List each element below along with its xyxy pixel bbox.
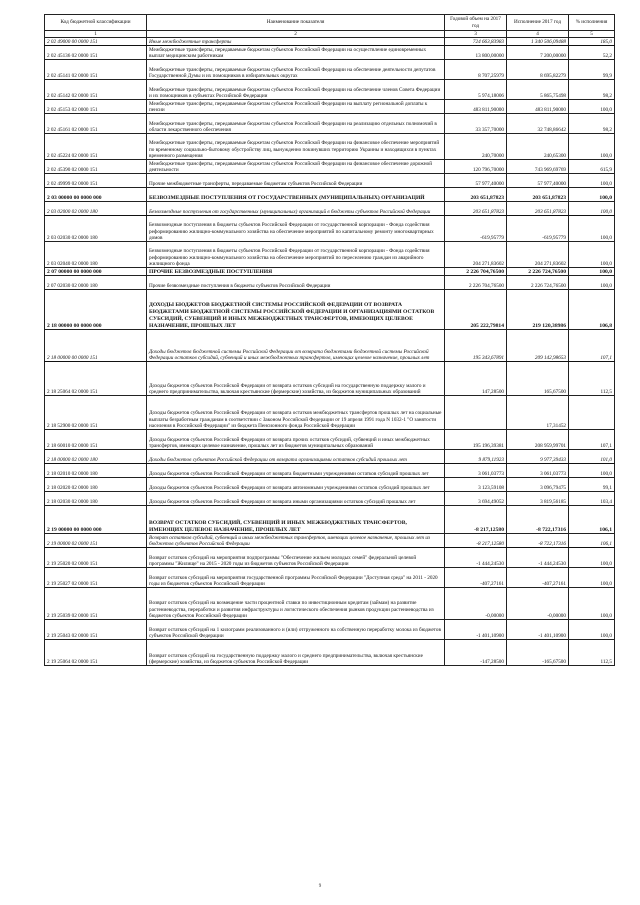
- table-row: [45, 640, 615, 666]
- row-name: Возврат остатков субсидий на государственную поддержку малого и среднего предпринимательства, включая крестьянские (фермерские) хозяйства, из бюджетов субъектов Российской Федерации: [147, 640, 445, 666]
- row-percent: 52,2: [569, 46, 615, 60]
- row-plan-value: 8 707,25979: [445, 60, 507, 80]
- row-fact-value: 57 977,40000: [507, 174, 569, 188]
- table-row: [45, 160, 615, 174]
- row-plan-value: 57 977,40000: [445, 174, 507, 188]
- row-name: Возврат остатков субсидий на 1 килограмм реализованного и (или) отгруженного на собственную переработку молока из бюджетов субъектов Российской Федерации: [147, 620, 445, 640]
- row-percent: 103,4: [569, 492, 615, 506]
- row-plan-value: -407,27161: [445, 568, 507, 588]
- row-fact-value: 204 271,83602: [507, 242, 569, 268]
- row-percent: 100,0: [569, 202, 615, 216]
- table-row: [45, 478, 615, 492]
- row-name: Доходы бюджетов субъектов Российской Федерации от возврата остатков межбюджетных трансфертов прошлых лет на социальные выплаты безработным гражданам в соответствии с Законом Российской Федерации от 19 апреля 1991 года N 1032-1 "О занятости населения в Российской Федерации" из бюджета Пенсионного фонда Российской Федерации: [147, 396, 445, 430]
- row-percent: 100,0: [569, 242, 615, 268]
- row-code: 2 19 25039 02 0000 151: [45, 588, 147, 620]
- row-percent: [569, 396, 615, 430]
- row-fact-value: -0,00000: [507, 588, 569, 620]
- table-row: [45, 548, 615, 568]
- table-row: [45, 100, 615, 114]
- table-row: [45, 620, 615, 640]
- row-percent: 106,1: [569, 506, 615, 534]
- table-row: [45, 290, 615, 330]
- row-fact-value: -165,67500: [507, 640, 569, 666]
- row-name: Доходы бюджетов субъектов Российской Федерации от возврата организациями остатков субсидий прошлых лет: [147, 450, 445, 464]
- table-row: [45, 588, 615, 620]
- row-percent: 100,0: [569, 174, 615, 188]
- row-percent: 99,9: [569, 60, 615, 80]
- row-fact-value: -8 722,17316: [507, 534, 569, 548]
- row-fact-value: 3 096,79475: [507, 478, 569, 492]
- row-name: Прочие межбюджетные трансферты, передаваемые бюджетам субъектов Российской Федерации: [147, 174, 445, 188]
- header-plan: Годовой объем на 2017 год: [445, 15, 507, 31]
- row-plan-value: 203 651,87823: [445, 188, 507, 202]
- row-fact-value: 17,31452: [507, 396, 569, 430]
- row-fact-value: 3 061,03773: [507, 464, 569, 478]
- row-code: 2 02 45141 02 0000 151: [45, 60, 147, 80]
- row-plan-value: -0,00000: [445, 588, 507, 620]
- row-name: Безвозмездные поступления в бюджеты субъектов Российской Федерации от государственной корпорации - Фонда содействия реформированию жилищно-коммунального хозяйства на обеспечение мероприятий по переселению граждан из аварийного жилищного фонда: [147, 242, 445, 268]
- row-plan-value: 9 879,11923: [445, 450, 507, 464]
- row-code: 2 02 45161 02 0000 151: [45, 114, 147, 134]
- row-name: Межбюджетные трансферты, передаваемые бюджетам субъектов Российской Федерации на выплату региональной доплаты к пенсии: [147, 100, 445, 114]
- row-code: 2 02 45224 02 0000 151: [45, 134, 147, 160]
- row-fact-value: 32 748,86642: [507, 114, 569, 134]
- row-fact-value: 240,65300: [507, 134, 569, 160]
- row-code: 2 02 45142 02 0000 151: [45, 80, 147, 100]
- column-number: 2: [147, 31, 445, 38]
- header-name: Наименование показателя: [147, 15, 445, 31]
- row-name: ВОЗВРАТ ОСТАТКОВ СУБСИДИЙ, СУБВЕНЦИЙ И ИНЫХ МЕЖБЮДЖЕТНЫХ ТРАНСФЕРТОВ, ИМЕЮЩИХ ЦЕЛЕВОЕ НАЗНАЧЕНИЕ, ПРОШЛЫХ ЛЕТ: [147, 506, 445, 534]
- row-plan-value: 205 222,79814: [445, 290, 507, 330]
- row-plan-value: -8 217,12580: [445, 506, 507, 534]
- row-name: Иные межбюджетные трансферты: [147, 38, 445, 46]
- row-plan-value: 3 061,03773: [445, 464, 507, 478]
- row-plan-value: [445, 396, 507, 430]
- row-code: 2 03 02040 02 0000 180: [45, 242, 147, 268]
- row-percent: 112,5: [569, 640, 615, 666]
- column-number-row: [45, 31, 615, 38]
- row-percent: 106,8: [569, 290, 615, 330]
- row-fact-value: -619,95779: [507, 216, 569, 242]
- row-percent: 100,0: [569, 588, 615, 620]
- row-percent: 106,1: [569, 534, 615, 548]
- table-row: [45, 174, 615, 188]
- row-name: Межбюджетные трансферты, передаваемые бюджетам субъектов Российской Федерации на обеспечение деятельности депутатов Государственной Думы и их помощников в избирательных округах: [147, 60, 445, 80]
- header-code: Код бюджетной классификации: [45, 15, 147, 31]
- row-percent: 100,0: [569, 268, 615, 276]
- document-page: [44, 14, 614, 666]
- row-percent: 615,9: [569, 160, 615, 174]
- row-code: 2 18 52900 02 0000 151: [45, 396, 147, 430]
- column-number: 3: [445, 31, 507, 38]
- column-number: 4: [507, 31, 569, 38]
- row-code: 2 19 25027 02 0000 151: [45, 568, 147, 588]
- row-percent: 100,0: [569, 276, 615, 290]
- column-number: 5: [569, 31, 615, 38]
- row-percent: 185,0: [569, 38, 615, 46]
- row-percent: 100,0: [569, 100, 615, 114]
- row-percent: 107,1: [569, 430, 615, 450]
- row-code: 2 02 49999 02 0000 151: [45, 174, 147, 188]
- row-code: 2 03 02000 02 0000 180: [45, 202, 147, 216]
- table-row: [45, 396, 615, 430]
- row-plan-value: 5 974,18006: [445, 80, 507, 100]
- row-fact-value: 483 811,90000: [507, 100, 569, 114]
- row-plan-value: 33 357,70000: [445, 114, 507, 134]
- row-percent: 98,2: [569, 114, 615, 134]
- row-name: Доходы бюджетов бюджетной системы Российской Федерации от возврата бюджетами бюджетной системы Российской Федерации остатков субсидий, субвенций и иных межбюджетных трансфертов, имеющих целевое назначение, прошлых лет: [147, 330, 445, 362]
- row-percent: 100,0: [569, 464, 615, 478]
- row-plan-value: 13 800,00000: [445, 46, 507, 60]
- row-percent: 101,0: [569, 450, 615, 464]
- row-plan-value: -1 401,10900: [445, 620, 507, 640]
- column-number: 1: [45, 31, 147, 38]
- row-plan-value: 3 123,59108: [445, 478, 507, 492]
- row-plan-value: -1 444,24530: [445, 548, 507, 568]
- table-row: [45, 188, 615, 202]
- row-name: БЕЗВОЗМЕЗДНЫЕ ПОСТУПЛЕНИЯ ОТ ГОСУДАРСТВЕННЫХ (МУНИЦИПАЛЬНЫХ) ОРГАНИЗАЦИЙ: [147, 188, 445, 202]
- row-plan-value: 203 651,87823: [445, 202, 507, 216]
- row-plan-value: 2 226 704,76500: [445, 276, 507, 290]
- table-row: [45, 276, 615, 290]
- row-name: Межбюджетные трансферты, передаваемые бюджетам субъектов Российской Федерации на реализацию отдельных полномочий в области лекарственного обеспечения: [147, 114, 445, 134]
- row-name: Межбюджетные трансферты, передаваемые бюджетам субъектов Российской Федерации на осуществление единовременных выплат медицинским работникам: [147, 46, 445, 60]
- table-row: [45, 60, 615, 80]
- row-name: Доходы бюджетов субъектов Российской Федерации от возврата прочих остатков субсидий, субвенций и иных межбюджетных трансфертов, имеющих целевое назначение, прошлых лет из бюджетов муниципальных образований: [147, 430, 445, 450]
- row-fact-value: 208 959,99701: [507, 430, 569, 450]
- row-code: 2 19 00000 00 0000 000: [45, 506, 147, 534]
- row-plan-value: 3 694,49052: [445, 492, 507, 506]
- row-fact-value: 2 226 724,76500: [507, 268, 569, 276]
- row-plan-value: 240,70000: [445, 134, 507, 160]
- row-name: Безвозмездные поступления от государственных (муниципальных) организаций в бюджеты субъектов Российской Федерации: [147, 202, 445, 216]
- table-row: [45, 568, 615, 588]
- row-fact-value: 219 120,38986: [507, 290, 569, 330]
- table-row: [45, 430, 615, 450]
- table-row: [45, 506, 615, 534]
- row-name: Доходы бюджетов субъектов Российской Федерации от возврата бюджетными учреждениями остатков субсидий прошлых лет: [147, 464, 445, 478]
- row-name: Доходы бюджетов субъектов Российской Федерации от возврата иными организациями остатков субсидий прошлых лет: [147, 492, 445, 506]
- row-code: 2 18 25064 02 0000 151: [45, 362, 147, 396]
- row-fact-value: 165,67500: [507, 362, 569, 396]
- table-row: [45, 362, 615, 396]
- row-name: Доходы бюджетов субъектов Российской Федерации от возврата автономными учреждениями остатков субсидий прошлых лет: [147, 478, 445, 492]
- header-fact: Исполнение 2017 год: [507, 15, 569, 31]
- row-fact-value: 203 651,87823: [507, 202, 569, 216]
- row-percent: 98,2: [569, 80, 615, 100]
- row-name: Возврат остатков субсидий, субвенций и иных межбюджетных трансфертов, имеющих целевое назначение, прошлых лет из бюджетов субъектов Российской Федерации: [147, 534, 445, 548]
- row-fact-value: 743 969,69769: [507, 160, 569, 174]
- row-percent: 112,5: [569, 362, 615, 396]
- table-body: [45, 38, 615, 666]
- row-name: ПРОЧИЕ БЕЗВОЗМЕЗДНЫЕ ПОСТУПЛЕНИЯ: [147, 268, 445, 276]
- row-percent: 100,0: [569, 188, 615, 202]
- row-code: 2 18 02020 02 0000 180: [45, 478, 147, 492]
- row-code: 2 18 00000 00 0000 151: [45, 330, 147, 362]
- table-row: [45, 330, 615, 362]
- row-name: Межбюджетные трансферты, передаваемые бюджетам субъектов Российской Федерации на финансовое обеспечение дорожной деятельности: [147, 160, 445, 174]
- row-code: 2 19 25043 02 0000 151: [45, 620, 147, 640]
- row-fact-value: 3 819,56185: [507, 492, 569, 506]
- row-code: 2 19 25064 02 0000 151: [45, 640, 147, 666]
- table-row: [45, 202, 615, 216]
- row-code: 2 07 00000 00 0000 000: [45, 268, 147, 276]
- row-plan-value: 204 271,83602: [445, 242, 507, 268]
- row-code: 2 02 45136 02 0000 151: [45, 46, 147, 60]
- row-plan-value: 483 811,90000: [445, 100, 507, 114]
- row-code: 2 07 02030 02 0000 180: [45, 276, 147, 290]
- page-number: 9: [318, 884, 322, 889]
- row-percent: 107,1: [569, 330, 615, 362]
- table-row: [45, 534, 615, 548]
- row-code: 2 19 00000 02 0000 151: [45, 534, 147, 548]
- row-percent: 100,0: [569, 134, 615, 160]
- table-row: [45, 464, 615, 478]
- row-fact-value: -1 444,24530: [507, 548, 569, 568]
- row-percent: 99,1: [569, 478, 615, 492]
- table-row: [45, 242, 615, 268]
- row-code: 2 19 25020 02 0000 151: [45, 548, 147, 568]
- row-name: ДОХОДЫ БЮДЖЕТОВ БЮДЖЕТНОЙ СИСТЕМЫ РОССИЙСКОЙ ФЕДЕРАЦИИ ОТ ВОЗВРАТА БЮДЖЕТАМИ БЮДЖЕТНОЙ СИСТЕМЫ РОССИЙСКОЙ ФЕДЕРАЦИИ И ОРГАНИЗАЦИЯМИ ОСТАТКОВ СУБСИДИЙ, СУБВЕНЦИЙ И ИНЫХ МЕЖБЮДЖЕТНЫХ ТРАНСФЕРТОВ, ИМЕЮЩИХ ЦЕЛЕВОЕ НАЗНАЧЕНИЕ, ПРОШЛЫХ ЛЕТ: [147, 290, 445, 330]
- row-code: 2 03 00000 00 0000 000: [45, 188, 147, 202]
- row-name: Межбюджетные трансферты, передаваемые бюджетам субъектов Российской Федерации на обеспечение членов Совета Федерации и их помощников в субъектах Российской Федерации: [147, 80, 445, 100]
- table-row: [45, 216, 615, 242]
- row-plan-value: -8 217,12580: [445, 534, 507, 548]
- row-plan-value: 195 343,67891: [445, 330, 507, 362]
- row-plan-value: -147,28500: [445, 640, 507, 666]
- row-percent: 100,0: [569, 568, 615, 588]
- row-code: 2 02 45390 02 0000 151: [45, 160, 147, 174]
- row-plan-value: 724 663,83983: [445, 38, 507, 46]
- row-code: 2 18 02010 02 0000 180: [45, 464, 147, 478]
- table-row: [45, 114, 615, 134]
- table-header-row: [45, 15, 615, 31]
- row-plan-value: 195 196,39381: [445, 430, 507, 450]
- row-name: Возврат остатков субсидий на мероприятия государственной программы Российской Федерации "Доступная среда" на 2011 - 2020 годы из бюджетов субъектов Российской Федерации: [147, 568, 445, 588]
- row-code: 2 02 45153 02 0000 151: [45, 100, 147, 114]
- row-code: 2 03 02030 02 0000 180: [45, 216, 147, 242]
- row-plan-value: -619,95779: [445, 216, 507, 242]
- table-row: [45, 134, 615, 160]
- table-row: [45, 80, 615, 100]
- table-row: [45, 492, 615, 506]
- row-plan-value: 2 226 704,76500: [445, 268, 507, 276]
- row-fact-value: 7 200,00000: [507, 46, 569, 60]
- row-fact-value: 5 865,75498: [507, 80, 569, 100]
- row-plan-value: 120 796,70000: [445, 160, 507, 174]
- row-fact-value: -1 401,10900: [507, 620, 569, 640]
- table-row: [45, 268, 615, 276]
- row-name: Прочие безвозмездные поступления в бюджеты субъектов Российской Федерации: [147, 276, 445, 290]
- row-percent: 100,0: [569, 216, 615, 242]
- row-percent: 100,0: [569, 548, 615, 568]
- row-fact-value: -407,27161: [507, 568, 569, 588]
- row-fact-value: 8 695,82279: [507, 60, 569, 80]
- row-plan-value: 147,28500: [445, 362, 507, 396]
- row-code: 2 18 00000 00 0000 000: [45, 290, 147, 330]
- header-percent: % исполнения: [569, 15, 615, 31]
- row-name: Межбюджетные трансферты, передаваемые бюджетам субъектов Российской Федерации на финансовое обеспечение мероприятий по временному социально-бытовому обустройству лиц, вынужденно покинувших территорию Украины и находящихся в пунктах временного размещения: [147, 134, 445, 160]
- row-percent: 100,0: [569, 620, 615, 640]
- row-fact-value: 209 142,98653: [507, 330, 569, 362]
- row-code: 2 18 02030 02 0000 180: [45, 492, 147, 506]
- row-code: 2 18 60010 02 0000 151: [45, 430, 147, 450]
- row-name: Безвозмездные поступления в бюджеты субъектов Российской Федерации от государственной корпорации - Фонда содействия реформированию жилищно-коммунального хозяйства на обеспечение мероприятий по капитальному ремонту многоквартирных домов: [147, 216, 445, 242]
- row-name: Возврат остатков субсидий на возмещение части процентной ставки по инвестиционным кредитам (займам) на развитие растениеводства, переработки и развития инфраструктуры и логистического обеспечения рынков продукции растениеводства из бюджетов субъектов Российской Федерации: [147, 588, 445, 620]
- table-row: [45, 46, 615, 60]
- table-row: [45, 38, 615, 46]
- row-fact-value: 203 651,87823: [507, 188, 569, 202]
- row-fact-value: 9 977,39433: [507, 450, 569, 464]
- row-code: 2 18 00000 02 0000 180: [45, 450, 147, 464]
- row-fact-value: 2 226 724,76500: [507, 276, 569, 290]
- table-row: [45, 450, 615, 464]
- row-code: 2 02 49000 00 0000 151: [45, 38, 147, 46]
- row-name: Доходы бюджетов субъектов Российской Федерации от возврата остатков субсидий на государственную поддержку малого и среднего предпринимательства, включая крестьянские (фермерские) хозяйства, из бюджетов муниципальных образований: [147, 362, 445, 396]
- row-name: Возврат остатков субсидий на мероприятия подпрограммы "Обеспечение жильем молодых семей" федеральной целевой программы "Жилище" на 2015 - 2020 годы из бюджетов субъектов Российской Федерации: [147, 548, 445, 568]
- row-fact-value: -8 722,17316: [507, 506, 569, 534]
- row-fact-value: 1 340 506,09488: [507, 38, 569, 46]
- budget-table: [44, 14, 615, 666]
